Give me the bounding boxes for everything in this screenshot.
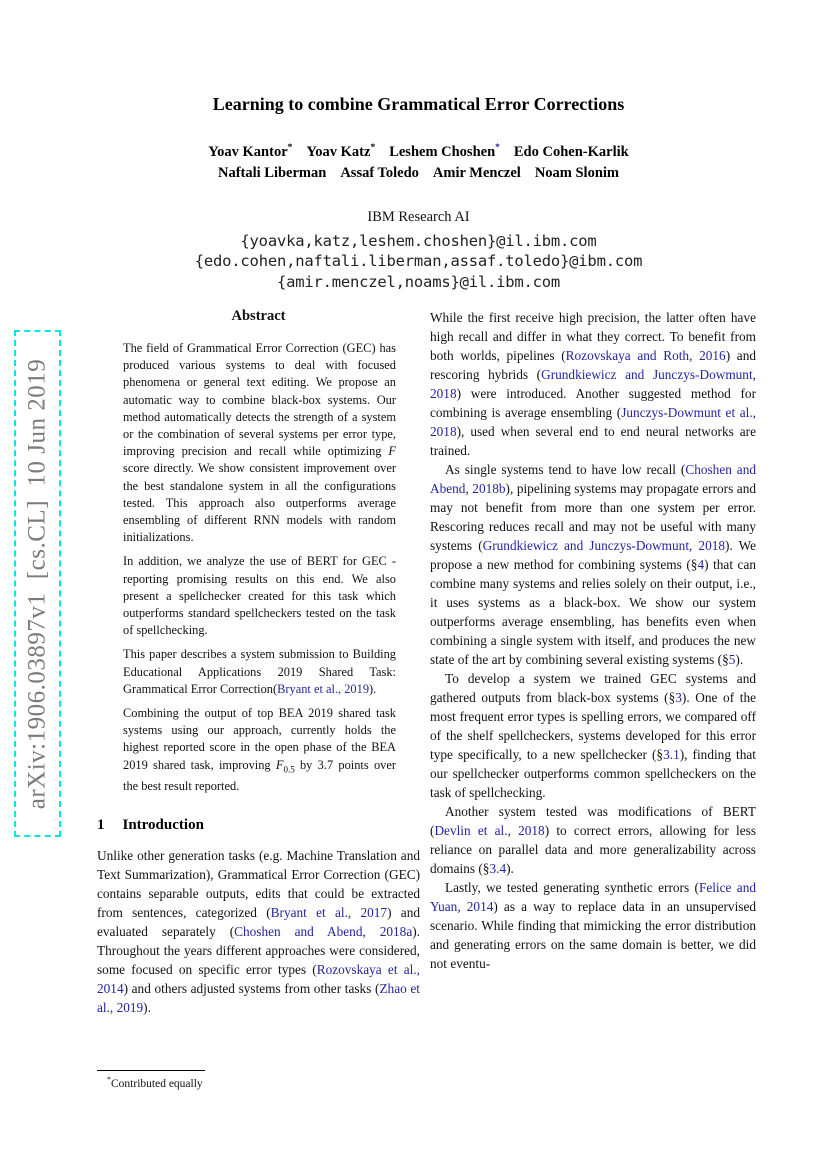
body-paragraph: While the first receive high precision, the latter often have high recall and differ in what they correct. To benefit from both worlds, pipelines (Rozovskaya and Roth, 2016) and rescoring hybrids (Grundkiewicz and Junczys-Dowmunt, 2018) were introduced. Another suggested method for combining is average ensembling (Junczys-Dowmunt et al., 2018), used when several end to end neural networks are trained.: [430, 310, 756, 458]
author-line-1: [10, 138, 827, 163]
email-line: {amir.menczel,noams}@il.ibm.com: [276, 272, 561, 291]
abstract-paragraph: In addition, we analyze the use of BERT for GEC - reporting promising results on this end. We also present a spellchecker created for this task which outperforms standard spellcheckers tested on the task of spellchecking.: [123, 554, 396, 638]
author-name: Yoav Katz*: [306, 143, 376, 160]
citation-link[interactable]: Rozovskaya et al., 2014: [97, 961, 420, 996]
arxiv-watermark-link[interactable]: [14, 330, 61, 837]
abstract-paragraph: Combining the output of top BEA 2019 shared task systems using our approach, currently holds the highest reported score in the open phase of the BEA 2019 shared task, improving $F_{0.5}$ by 3.7 points over the best result reported.: [123, 706, 396, 794]
citation-link[interactable]: Bryant et al., 2019: [277, 681, 370, 696]
body-paragraph: To develop a system we trained GEC systems and gathered outputs from black-box systems (§3). One of the most frequent error types is spelling errors, we compared off of the shelf spellcheckers, systems developed for this error type specifically, to a new spellchecker (§3.1), finding that our spellchecker outperforms common spellcheckers on the task of spellchecking.: [430, 671, 756, 800]
email-line: {yoavka,katz,leshem.choshen}@il.ibm.com: [240, 231, 597, 250]
citation-link[interactable]: Zhao et al., 2019: [97, 980, 420, 1015]
arxiv-watermark-text: arXiv:1906.03897v1 [cs.CL] 10 Jun 2019: [23, 358, 51, 809]
author-name: Naftali Liberman: [217, 164, 327, 181]
section-ref-link[interactable]: 3: [675, 690, 682, 705]
author-name: Edo Cohen-Karlik: [513, 143, 629, 160]
author-footnote-mark: *: [495, 143, 500, 153]
left-column: [97, 308, 420, 1090]
citation-link[interactable]: Rozovskaya and Roth, 2016: [565, 348, 726, 363]
citation-link[interactable]: Devlin et al., 2018: [434, 823, 545, 838]
author-footnote-mark: *: [370, 143, 376, 153]
math-subscript: 0.5: [283, 764, 295, 775]
affiliation: IBM Research AI: [367, 208, 470, 225]
section-ref-link[interactable]: 4: [697, 557, 705, 572]
citation-link[interactable]: Grundkiewicz and Junczys-Dowmunt, 2018: [482, 538, 726, 553]
citation-link[interactable]: Choshen and Abend, 2018a: [234, 923, 413, 939]
citation-link[interactable]: Bryant et al., 2017: [270, 904, 388, 920]
abstract-body: [123, 340, 396, 803]
author-name: Assaf Toledo: [340, 164, 419, 181]
body-paragraph: As single systems tend to have low recall (Choshen and Abend, 2018b), pipelining systems may propagate errors and may not benefit from more than one system per error. Rescoring reduces recall and may not be useful with many systems (Grundkiewicz and Junczys-Dowmunt, 2018). We propose a new method for combining systems (§4) that can combine many systems and relies solely on their output, i.e., it uses systems as a black-box. We show our system outperforms average ensembling, has benefits even when combining a single system with itself, and produces the new state of the art by combining several existing systems (§5).: [430, 462, 756, 667]
right-column: [430, 308, 756, 1098]
author-line-2: [10, 163, 827, 184]
footnote: [97, 1066, 420, 1090]
author-name: Leshem Choshen*: [389, 143, 500, 160]
abstract-heading: Abstract: [231, 308, 286, 324]
email-block: [10, 231, 827, 293]
abstract-paragraph: The field of Grammatical Error Correction (GEC) has produced various systems to deal with focused phenomena or general text editing. We propose an automatic way to combine black-box systems. Our method automatically detects the strength of a system or the combination of several systems per error type, improving precision and recall while optimizing F score directly. We show consistent improvement over the best standalone system in all the configurations tested. This approach also outperforms average ensembling of different RNN models with random initializations.: [123, 341, 396, 545]
citation-link[interactable]: Choshen and Abend, 2018b: [430, 462, 756, 496]
introduction-paragraph: Unlike other generation tasks (e.g. Machine Translation and Text Summarization), Grammatical Error Correction (GEC) contains separable outputs, edits that could be extracted from sentences, categorized (Bryant et al., 2017) and evaluated separately (Choshen and Abend, 2018a). Throughout the years different approaches were considered, some focused on specific error types (Rozovskaya et al., 2014) and others adjusted systems from other tasks (Zhao et al., 2019).: [97, 847, 420, 1015]
author-name: Yoav Kantor*: [208, 143, 293, 160]
section-number: 1: [97, 816, 105, 833]
email-line: {edo.cohen,naftali.liberman,assaf.toledo}@ibm.com: [194, 252, 643, 271]
footnote-rule: [97, 1070, 205, 1071]
section-heading-introduction: [97, 817, 420, 834]
citation-link[interactable]: Felice and Yuan, 2014: [430, 880, 756, 914]
body-paragraph: Lastly, we tested generating synthetic errors (Felice and Yuan, 2014) as a way to replace data in an unsupervised scenario. While finding that mimicking the error distribution and generating errors on the same domain is better, we did not eventu-: [430, 880, 756, 971]
author-name: Amir Menczel: [432, 164, 521, 181]
footnote-marker: *: [107, 1075, 111, 1085]
footnote-text: [97, 1075, 420, 1090]
author-footnote-mark: *: [287, 143, 293, 153]
section-ref-link[interactable]: 3.1: [663, 747, 680, 762]
paper-title: Learning to combine Grammatical Error Corrections: [212, 94, 625, 114]
body-paragraph: Another system tested was modifications of BERT (Devlin et al., 2018) to correct errors, allowing for less reliance on parallel data and more generalizability across domains (§3.4).: [430, 804, 756, 876]
section-ref-link[interactable]: 3.4: [489, 861, 507, 876]
math-symbol: F: [388, 444, 396, 459]
citation-link[interactable]: Grundkiewicz and Junczys-Dowmunt, 2018: [430, 367, 756, 401]
section-ref-link[interactable]: 5: [728, 652, 736, 667]
paper-header: [10, 0, 827, 292]
citation-link[interactable]: Junczys-Dowmunt et al., 2018: [430, 405, 756, 439]
footnote-label: Contributed equally: [111, 1078, 203, 1090]
section-title: Introduction: [122, 816, 204, 833]
abstract-paragraph: This paper describes a system submission to Building Educational Applications 2019 Shared Task: Grammatical Error Correction(Bryant et al., 2019).: [123, 647, 396, 696]
author-name: Noam Slonim: [534, 164, 620, 181]
math-symbol: F: [275, 757, 284, 772]
